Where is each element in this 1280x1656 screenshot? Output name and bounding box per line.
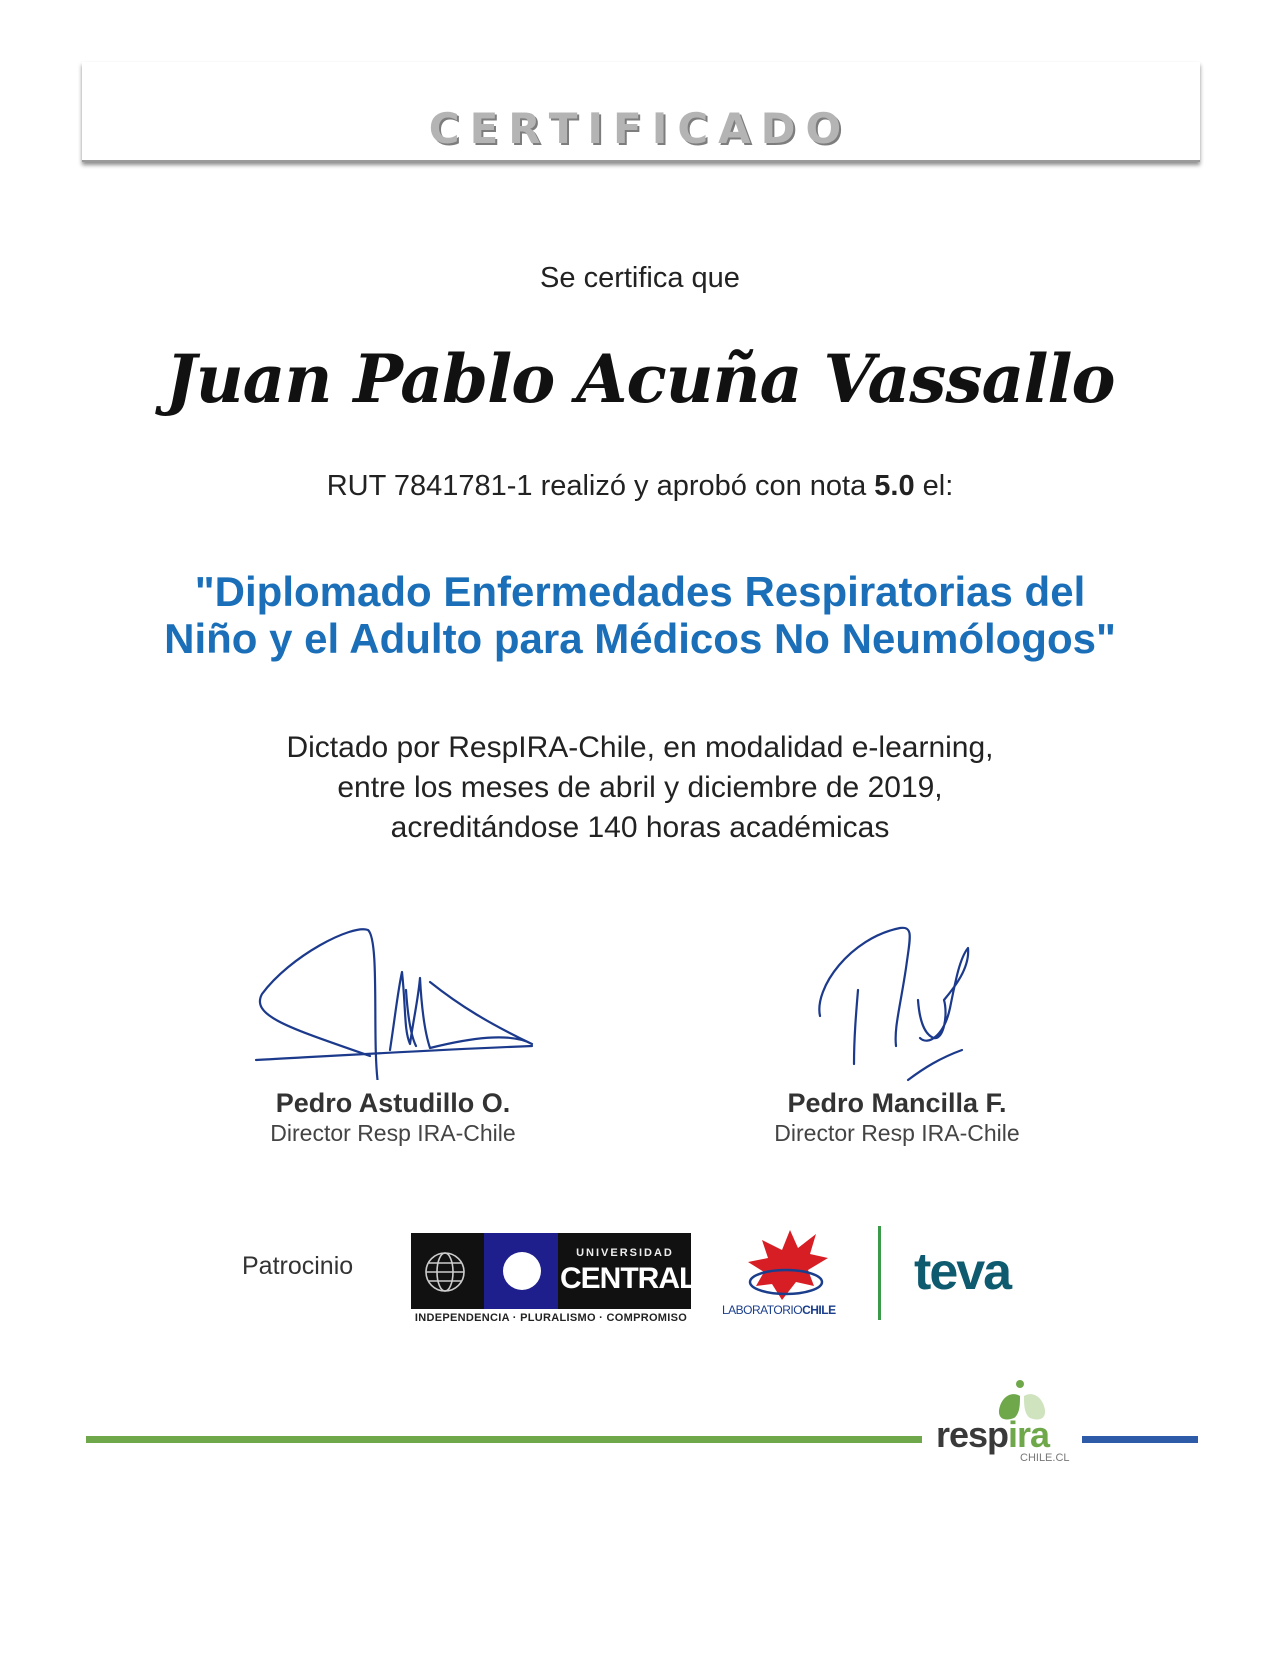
course-title [0,568,1280,662]
intro-text: Se certifica que [540,262,740,294]
certificate-title: CERTIFICADO [428,104,852,153]
footer-bar-green [86,1436,922,1443]
course-line-1: "Diplomado Enfermedades Respiratorias del [194,568,1086,615]
rut-line [0,470,1280,503]
grade-value: 5.0 [874,470,915,502]
details-line-3: acreditándose 140 horas académicas [390,811,890,844]
footer-bar-blue [1082,1436,1198,1443]
details-line-2: entre los meses de abril y diciembre de 2019, [337,771,943,804]
sponsor-divider [878,1226,881,1320]
signature-left [250,920,540,1080]
recipient-name: Juan Pablo Acuña Vassallo [165,340,1115,418]
signatory-1-name: Pedro Astudillo O. [275,1088,511,1118]
laboratorio-prefix: LABORATORIO [722,1303,803,1317]
rut-prefix: RUT 7841781-1 realizó y aprobó con nota [326,470,875,502]
course-details [0,728,1280,848]
laboratorio-chile-logo [722,1303,836,1317]
laboratorio-name: CHILE [802,1303,836,1317]
respira-accent: ira [1008,1414,1050,1455]
teva-logo: teva [914,1243,1011,1301]
signatory-2-role: Director Resp IRA-Chile [774,1120,1020,1146]
details-line-1: Dictado por RespIRA-Chile, en modalidad e-learning, [286,731,994,764]
respira-main: resp [936,1414,1009,1455]
course-line-2: Niño y el Adulto para Médicos No Neumólogos" [164,615,1116,662]
universidad-motto: INDEPENDENCIA · PLURALISMO · COMPROMISO [414,1312,688,1324]
signatory-1-role: Director Resp IRA-Chile [270,1120,516,1146]
respira-sub: CHILE.CL [1020,1452,1070,1464]
signatory-2-name: Pedro Mancilla F. [787,1088,1007,1118]
white-circle-icon [501,1250,543,1292]
griffin-icon [742,1224,832,1302]
rut-suffix: el: [914,470,954,502]
signature-right [810,918,990,1088]
sponsors-label: Patrocinio [242,1252,354,1280]
universidad-name: CENTRAL [560,1262,697,1295]
respira-logo [936,1414,1049,1456]
globe-icon [424,1251,466,1293]
universidad-label: UNIVERSIDAD [576,1247,674,1259]
